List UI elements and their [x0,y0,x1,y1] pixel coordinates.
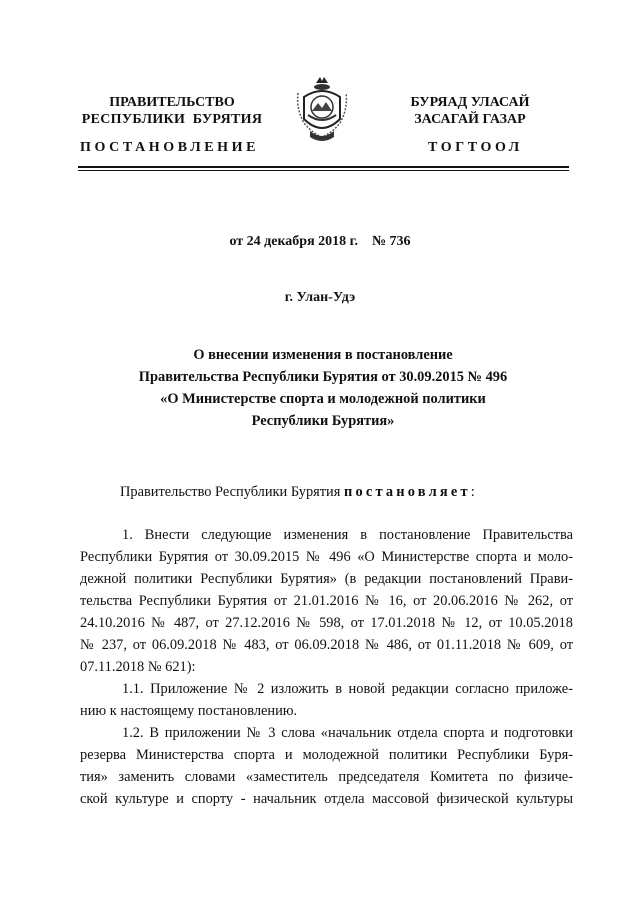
header-left-line2: РЕСПУБЛИКИ БУРЯТИЯ [81,112,263,127]
body-line: 1.2. В приложении № 3 слова «начальник отдела спорта и подготовки [122,725,573,741]
document-title [80,344,566,432]
resolution-intro [120,484,475,501]
intro-resolves: постановляет [343,484,471,500]
body-line: нию к настоящему постановлению. [80,703,298,719]
header-right [360,94,580,128]
body-line: 24.10.2016 № 487, от 27.12.2016 № 598, от 17.01.2018 № 12, от 10.05.2018 [80,615,573,631]
document-body [80,524,573,810]
header-right-line1: БУРЯАД УЛАСАЙ [410,95,530,110]
body-line: 1.1. Приложение № 2 изложить в новой редакции согласно приложе- [122,681,573,697]
header-left [62,94,282,128]
doc-type-right: ТОГТООЛ [428,140,523,155]
body-line: ской культуре и спорту - начальник отдела массовой физической культуры [80,791,573,807]
header-divider-thick [78,166,569,168]
header-left-line1: ПРАВИТЕЛЬСТВО [109,95,235,110]
document-city: г. Улан-Удэ [284,290,356,305]
body-line: тельства Республики Бурятия от 21.01.2016 № 16, от 20.06.2016 № 262, от [80,593,573,609]
body-line: 07.11.2018 № 621): [80,659,196,675]
document-date-line [0,234,640,250]
body-line: дежной политики Республики Бурятия» (в редакции постановлений Прави- [80,571,573,587]
title-line: О внесении изменения в постановление [193,347,453,363]
header-right-line2: ЗАСАГАЙ ГАЗАР [414,112,526,127]
document-date: от 24 декабря 2018 г. [229,234,358,249]
intro-prefix: Правительство Республики Бурятия [120,484,344,500]
doc-type-left: ПОСТАНОВЛЕНИЕ [80,140,260,155]
document-number: № 736 [371,234,411,249]
coat-of-arms-emblem [294,75,350,145]
intro-suffix: : [470,484,475,500]
body-line: Республики Бурятия от 30.09.2015 № 496 «О Министерстве спорта и моло- [80,549,573,565]
title-line: Правительства Республики Бурятия от 30.09.2015 № 496 [138,369,508,385]
title-line: «О Министерстве спорта и молодежной политики [160,391,486,407]
body-line: тия» заменить словами «заместитель председателя Комитета по физиче- [80,769,573,785]
body-line: 1. Внести следующие изменения в постановление Правительства [122,527,573,543]
body-line: № 237, от 06.09.2018 № 483, от 06.09.2018 № 486, от 01.11.2018 № 609, от [80,637,573,653]
body-line: резерва Министерства спорта и молодежной политики Республики Буря- [80,747,573,763]
header-divider-thin [78,170,569,171]
title-line: Республики Бурятия» [251,413,395,429]
